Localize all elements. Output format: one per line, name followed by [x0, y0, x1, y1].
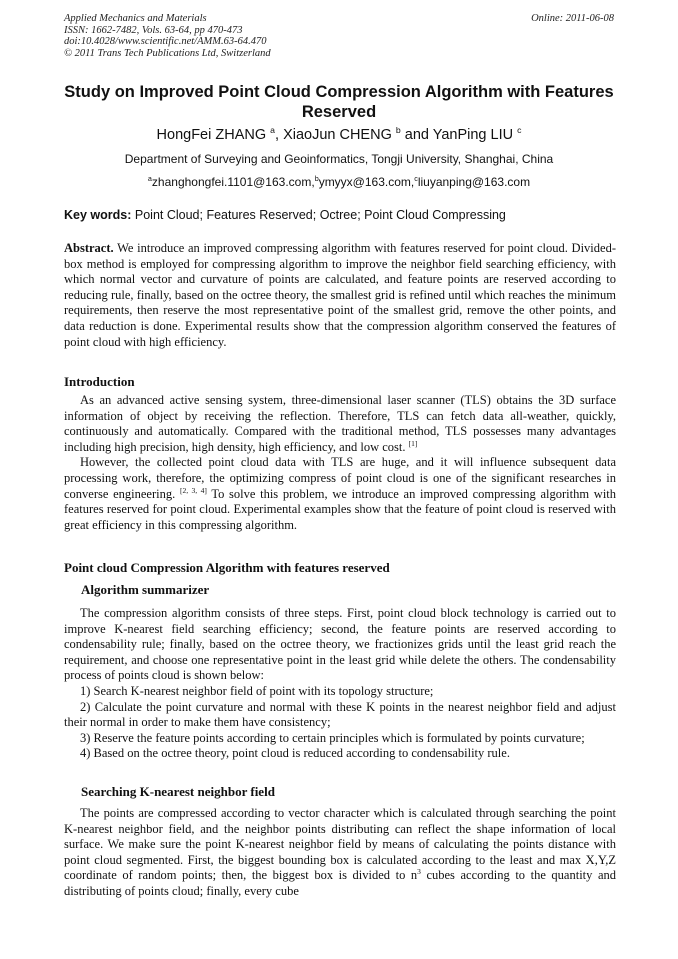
section-heading-compression: Point cloud Compression Algorithm with features reserved	[64, 560, 390, 575]
author-name: HongFei ZHANG	[156, 127, 267, 143]
subsection-heading-searching: Searching K-nearest neighbor field	[81, 784, 275, 799]
online-date: Online: 2011-06-08	[531, 13, 614, 24]
copyright-line: © 2011 Trans Tech Publications Ltd, Switzerland	[64, 47, 271, 59]
abstract	[64, 241, 616, 350]
introduction-body	[64, 393, 616, 533]
keywords	[64, 208, 618, 222]
author-name: YanPing LIU	[432, 127, 514, 143]
section-heading-introduction: Introduction	[64, 374, 135, 389]
paragraph: The compression algorithm consists of three steps. First, point cloud block technology is carried out to improve K-nearest field searching efficiency; second, the feature points are reserved according to condensability rule; finally, based on the octree theory, we fractionizes grids until the least grid reach the requirement, and choose one representative point in the least grid while delete the others. The condensability process of points cloud is shown below:	[64, 606, 616, 683]
list-item: 3) Reserve the feature points according to certain principles which is formulated by points curvature;	[80, 730, 585, 745]
subsection-heading-summarizer: Algorithm summarizer	[81, 582, 210, 597]
summarizer-body	[64, 606, 616, 762]
email-list: $^a$zhanghongfei.1101@163.com,$^b$ymyyx@163.com,$^c$liuyanping@163.com	[147, 174, 531, 189]
step-list	[64, 684, 616, 762]
affiliation: Department of Surveying and Geoinformatics, Tongji University, Shanghai, China	[124, 152, 554, 166]
author-mark: b	[395, 125, 401, 136]
author-name: XiaoJun CHENG	[283, 127, 392, 143]
citation: [2, 3, 4]	[179, 485, 207, 495]
journal-header	[64, 13, 614, 59]
email-address: ymyyx@163.com	[318, 175, 411, 189]
citation: [1]	[408, 438, 418, 448]
author-mark: c	[517, 125, 522, 136]
list-item: 1) Search K-nearest neighbor field of point with its topology structure;	[80, 683, 434, 698]
email-address: liuyanping@163.com	[417, 175, 531, 189]
doi-line: doi:10.4028/www.scientific.net/AMM.63-64.470	[64, 36, 267, 47]
abstract-label: Abstract.	[64, 241, 114, 255]
keywords-text: Point Cloud; Features Reserved; Octree; Point Cloud Compressing	[134, 208, 506, 222]
issn-line: ISSN: 1662-7482, Vols. 63-64, pp 470-473	[64, 24, 243, 36]
journal-name: Applied Mechanics and Materials	[64, 13, 207, 24]
list-item: 4) Based on the octree theory, point cloud is reduced according to condensability rule.	[80, 746, 510, 761]
paper-title: Study on Improved Point Cloud Compression Algorithm with Features Reserved	[64, 83, 614, 121]
abstract-text: We introduce an improved compressing algorithm with features reserved for point cloud. Divided-box method is employed for compressing algorithm to improve the neighbor field searching efficiency, with which normal vector and curvature of points are calculated, and feature points are reserved according to reducing rule, finally, based on the octree theory, the smallest grid is refined until which reaches the minimum requirements, then reserve the most representative point of the smallest grid, remove the other points, and data reduction is done. Experimental results show that the compression algorithm conserved the features of point cloud with high efficiency.	[64, 241, 616, 349]
list-item: 2) Calculate the point curvature and normal with these K points in the nearest neighbor field and adjust their normal in order to make them have consistency;	[64, 699, 616, 730]
paragraph: The points are compressed according to vector character which is calculated through searching the point K-nearest neighbor field, and the neighbor points distributing can reflect the shape information of local surface. We make sure the point K-nearest neighbor field by means of calculating the points distance with point cloud segmented. First, the biggest bounding box is calculated according to the least and max X,Y,Z coordinate of random points; then, the biggest box is divided to $n^3$ cubes according to the quantity and distributing of points cloud; finally, every cube	[64, 806, 617, 898]
author-list: HongFei ZHANG $^a$, XiaoJun CHENG $^b$ and YanPing LIU $^c$	[156, 125, 522, 143]
author-mark: a	[270, 125, 275, 136]
keywords-label: Key words:	[64, 208, 132, 222]
paragraph: As an advanced active sensing system, three-dimensional laser scanner (TLS) obtains the 3D surface information of object by receiving the reflection. Therefore, TLS can fetch data all-weather, quickly, continuously and automatically. Compared with the traditional method, TLS possesses many advantages including high precision, high density, high efficiency, and low cost. [1]	[64, 393, 616, 454]
email-address: zhanghongfei.1101@163.com	[151, 175, 312, 189]
paragraph: However, the collected point cloud data with TLS are huge, and it will influence subsequent data processing work, therefore, the optimizing compress of point cloud is one of the significant researches in converse engineering. [2, 3, 4] To solve this problem, we introduce an improved compressing algorithm with features reserved for point cloud. Experimental examples show that the feature of point cloud is reserved with great efficiency in this compressing algorithm.	[64, 455, 617, 532]
searching-body	[64, 806, 616, 900]
